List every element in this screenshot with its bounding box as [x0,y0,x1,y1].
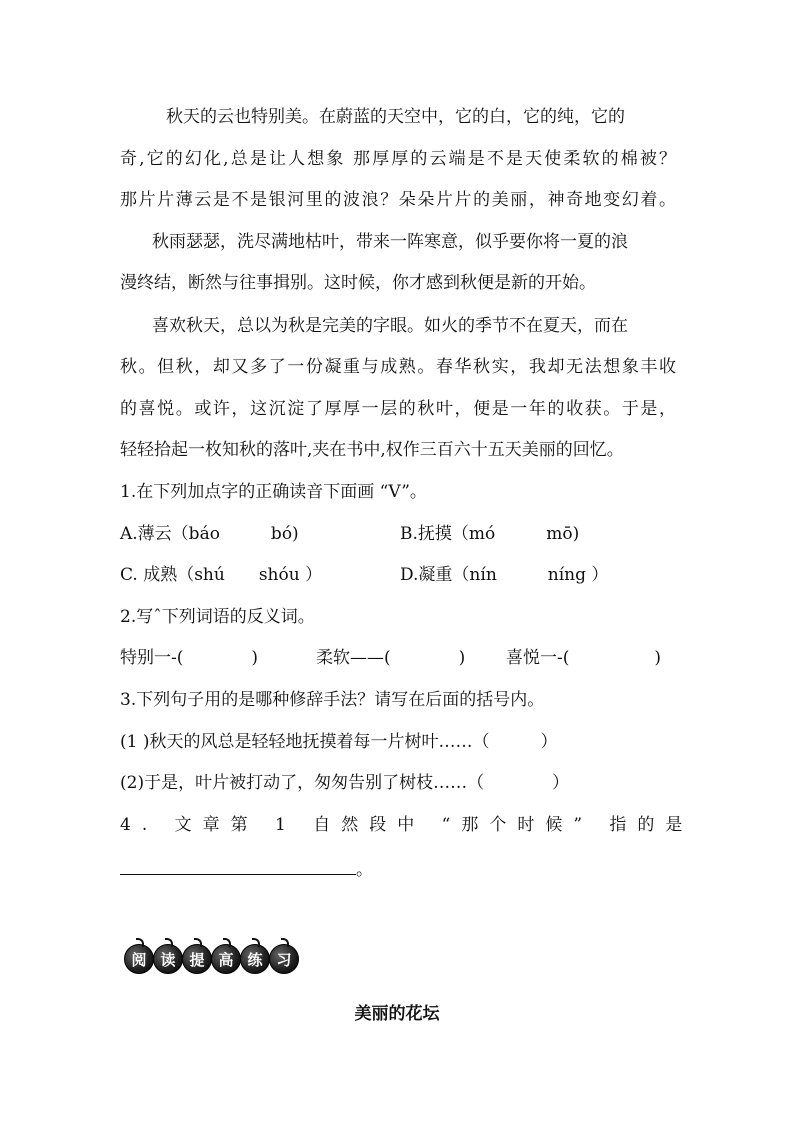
passage-line: 轻轻拾起一枚知秋的落叶,夹在书中,权作三百六十五天美丽的回忆。 [120,440,624,460]
answer-underline[interactable] [120,856,356,875]
question-2: 2.写ˆ下列词语的反义词。 [120,607,315,627]
question-3: 3.下列句子用的是哪种修辞手法？请写在后面的括号内。 [120,690,545,710]
option-c[interactable]: C. 成熟（shú shóu ） [120,565,323,585]
passage-line: 漫终结，断然与往事揖别。这时候，你才感到秋便是新的开始。 [120,273,596,293]
antonym-blank-2[interactable]: 柔软——( ) [316,648,466,668]
passage-line: 的喜悦。或许，这沉淀了厚厚一层的秋叶，便是一年的收获。于是， [120,399,676,419]
passage-line: 那片片薄云是不是银河里的波浪？朵朵片片的美丽，神奇地变幻着。 [120,190,676,210]
passage-text: 秋雨瑟瑟，洗尽满地枯叶，带来一阵寒意，似乎要你将一夏的浪 [152,232,628,252]
antonym-blank-1[interactable]: 特别一-( ) [120,648,259,668]
question-3-sentence-2[interactable]: (2)于是，叶片被打动了，匆匆告别了树枝……（ ） [120,773,570,793]
passage-line: 秋。但秋，却又多了一份凝重与成熟。春华秋实，我却无法想象丰收 [120,357,676,377]
question-3-sentence-1[interactable]: (1 )秋天的风总是轻轻地抚摸着每一片树叶……（ ） [120,732,558,752]
antonym-blank-3[interactable]: 喜悦一-( ) [506,648,662,668]
passage-line [120,230,676,254]
badge-char: 提 [182,944,212,974]
passage-line [120,105,676,129]
section-heading-badges [124,938,304,980]
passage-line [120,314,676,338]
period-mark: 。 [356,860,373,880]
badge-char: 阅 [124,944,154,974]
option-a[interactable]: A.薄云（báo bó) [120,524,299,544]
passage-text: 秋天的云也特别美。在蔚蓝的天空中，它的白，它的纯，它的 [166,107,625,127]
question-4: 4. 文章第 1 自然段中 “那个时候” 指的是 [120,815,694,835]
badge-char: 高 [211,944,241,974]
passage-text: 喜欢秋天，总以为秋是完美的字眼。如火的季节不在夏天，而在 [152,316,628,336]
passage-line: 奇,它的幻化,总是让人想象 那厚厚的云端是不是天使柔软的棉被？ [120,149,676,169]
badge-char: 练 [240,944,270,974]
badge-char: 习 [269,944,299,974]
option-b[interactable]: B.抚摸（mó mō) [400,524,580,544]
question-1: 1.在下列加点字的正确读音下面画 “V”。 [120,482,427,502]
question-4-answer-line[interactable] [120,856,676,882]
option-d[interactable]: D.凝重（nín níng ） [400,565,609,585]
next-passage-title: 美丽的花坛 [354,1004,440,1024]
badge-char: 读 [153,944,183,974]
